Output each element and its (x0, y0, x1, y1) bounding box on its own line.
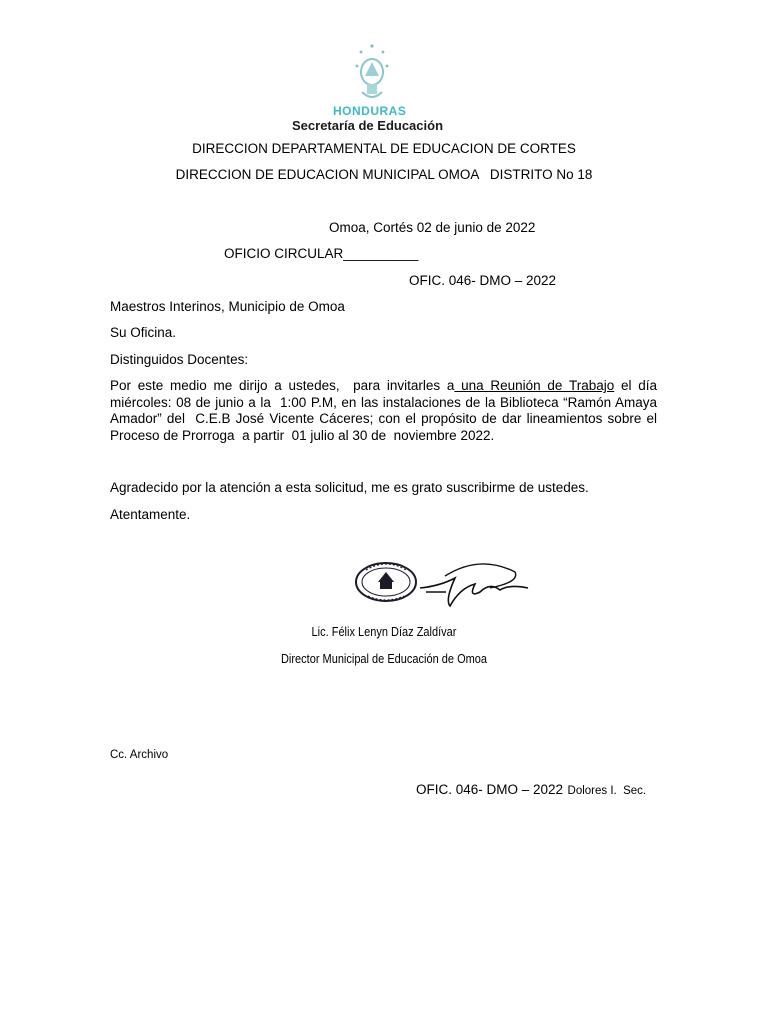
body-text-end: el día miércoles: 08 de junio a la 1:00 P.M, en las instalaciones de la Biblioteca “Ramón Amaya Amador” del C.E.B José Vicente Cáceres; con el propósito de dar lineamientos sobre el Proceso de Prorroga a partir 01 julio al 30 de noviembre 2022. (110, 378, 661, 443)
date-line: Omoa, Cortés 02 de junio de 2022 (329, 220, 536, 235)
circular-label: OFICIO CIRCULAR__________ (224, 246, 419, 261)
office-line: Su Oficina. (110, 325, 177, 340)
municipal-heading: DIRECCION DE EDUCACION MUNICIPAL OMOA DISTRITO No 18 (175, 167, 593, 182)
salutation: Distinguidos Docentes: (110, 352, 249, 367)
country-label: HONDURAS (333, 104, 407, 118)
coat-of-arms-icon (352, 40, 392, 110)
department-heading: DIRECCION DEPARTAMENTAL DE EDUCACION DE CORTES (192, 141, 576, 156)
recipient: Maestros Interinos, Municipio de Omoa (110, 299, 345, 314)
ministry-label: Secretaría de Educación (292, 118, 444, 133)
closing-line: Atentamente. (110, 507, 191, 522)
footer-initials: Dolores I. Sec. (567, 785, 647, 797)
signature-stamp-image (350, 548, 535, 618)
cc-line: Cc. Archivo (110, 749, 169, 761)
body-paragraph (110, 378, 661, 444)
footer-reference (416, 781, 646, 799)
signer-title: Director Municipal de Educación de Omoa (280, 652, 488, 666)
reference-number: OFIC. 046- DMO – 2022 (409, 273, 557, 288)
signer-name: Lic. Félix Lenyn Díaz Zaldívar (311, 625, 457, 639)
meeting-phrase: una Reunión de Trabajo (454, 378, 615, 393)
body-text-start: Por este medio me dirijo a ustedes, para invitarles a (110, 378, 455, 393)
footer-ref-number: OFIC. 046- DMO – 2022 (416, 782, 564, 797)
gratitude-line: Agradecido por la atención a esta solicitud, me es grato suscribirme de ustedes. (110, 480, 589, 495)
